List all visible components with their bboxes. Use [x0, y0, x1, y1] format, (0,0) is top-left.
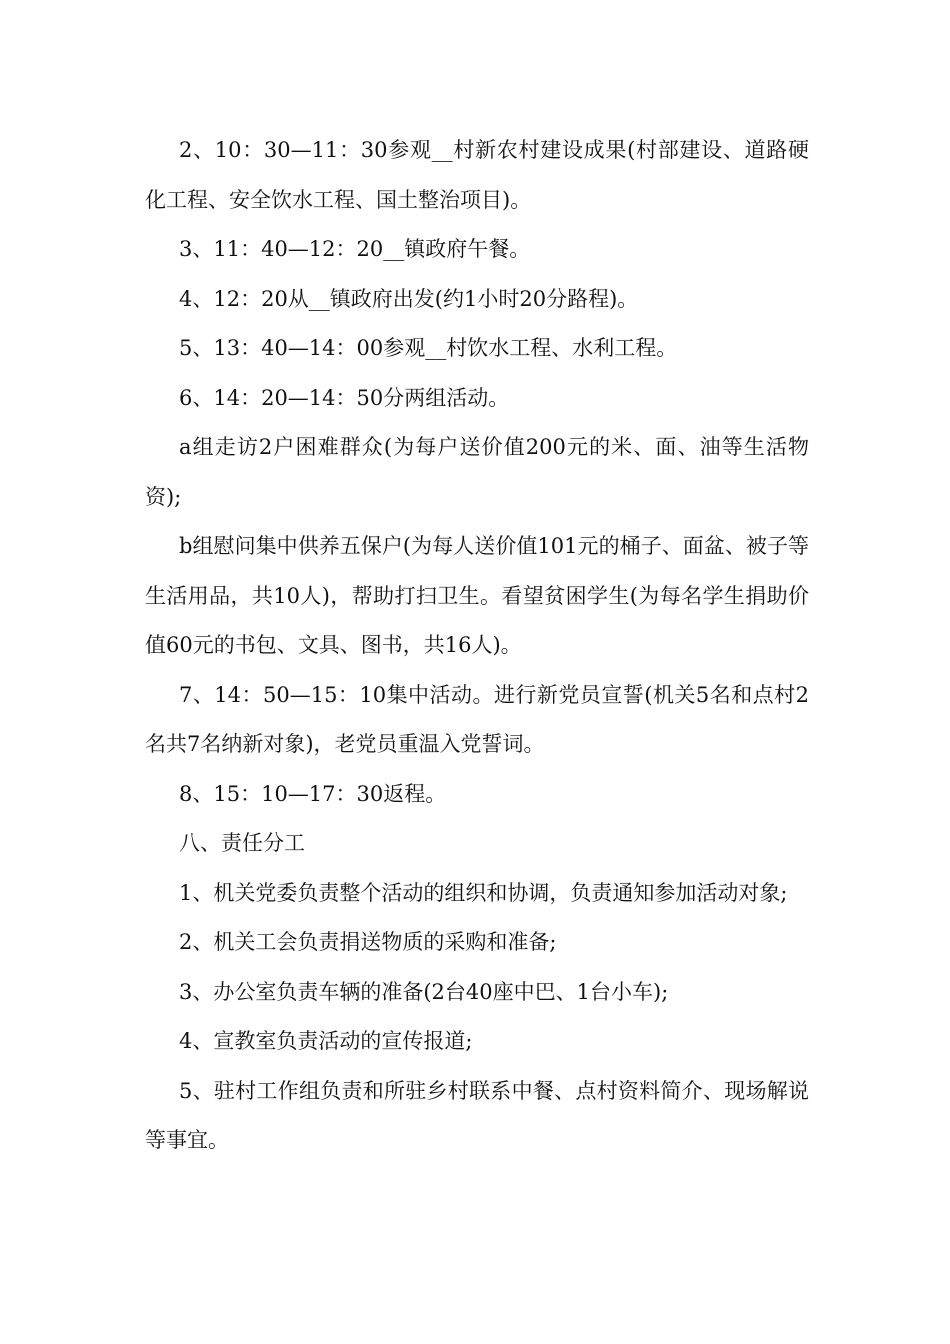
section-heading-responsibilities: 八、责任分工 [179, 831, 305, 855]
responsibility-item-2: 2、机关工会负责捐送物质的采购和准备; [179, 930, 557, 954]
group-a-activity: a组走访2户困难群众(为每户送价值200元的米、面、油等生活物资); [145, 435, 809, 509]
document-page [145, 126, 809, 1166]
schedule-item-8: 8、15：10—17：30返程。 [179, 781, 447, 806]
responsibility-item-4: 4、宣教室负责活动的宣传报道; [179, 1029, 473, 1053]
schedule-item-4: 4、12：20从__镇政府出发(约1小时20分路程)。 [179, 286, 639, 311]
schedule-item-7: 7、14：50—15：10集中活动。进行新党员宣誓(机关5名和点村2名共7名纳新对象)，老党员重温入党誓词。 [145, 682, 809, 756]
group-b-activity: b组慰问集中供养五保户(为每人送价值101元的桶子、面盆、被子等生活用品，共10人)，帮助打扫卫生。看望贫困学生(为每名学生捐助价值60元的书包、文具、图书，共16人)。 [145, 534, 809, 657]
responsibility-item-1: 1、机关党委负责整个活动的组织和协调，负责通知参加活动对象; [179, 880, 788, 905]
responsibility-item-3: 3、办公室负责车辆的准备(2台40座中巴、1台小车); [179, 979, 669, 1004]
schedule-item-5: 5、13：40—14：00参观__村饮水工程、水利工程。 [179, 336, 678, 360]
schedule-item-6: 6、14：20—14：50分两组活动。 [179, 385, 510, 410]
schedule-item-2: 2、10：30—11：30参观__村新农村建设成果(村部建设、道路硬化工程、安全饮水工程、国土整治项目)。 [145, 138, 809, 212]
responsibility-item-5: 5、驻村工作组负责和所驻乡村联系中餐、点村资料简介、现场解说等事宜。 [145, 1078, 809, 1152]
schedule-item-3: 3、11：40—12：20__镇政府午餐。 [179, 237, 531, 261]
